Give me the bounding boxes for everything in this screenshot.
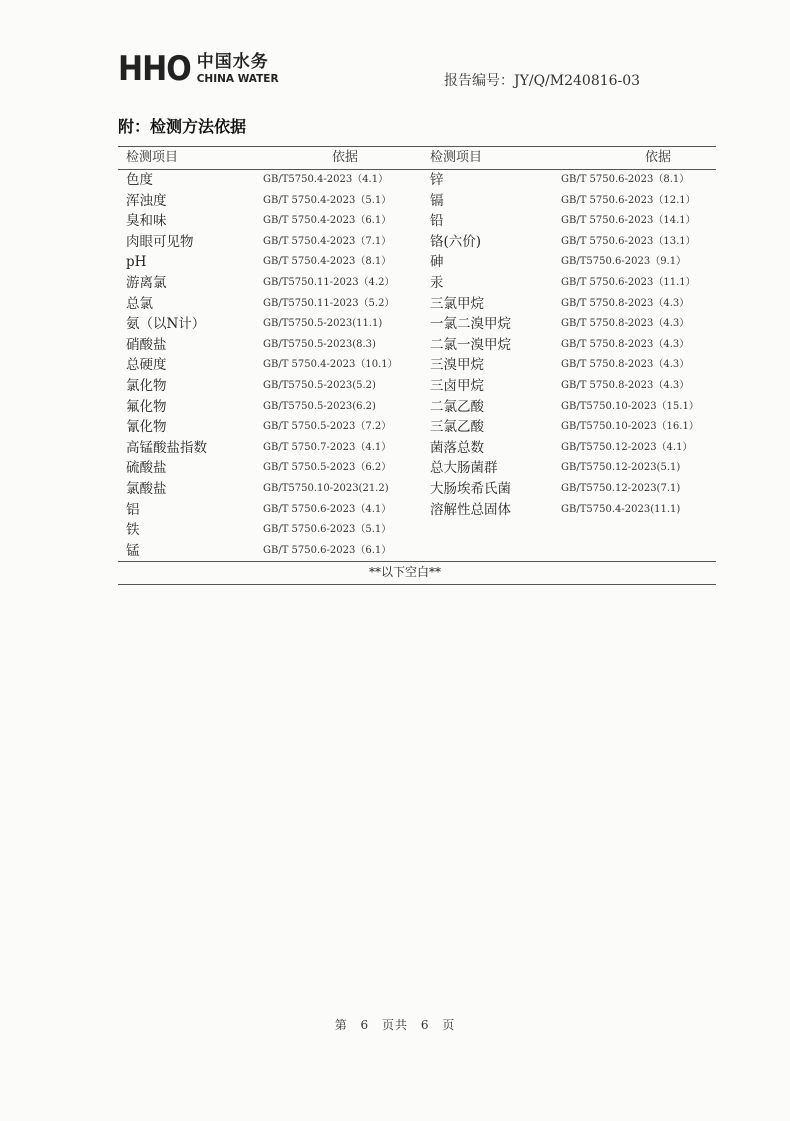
cell-basis-right: GB/T5750.6-2023（9.1） bbox=[561, 256, 687, 268]
company-logo bbox=[118, 49, 279, 90]
cell-item-left: 高锰酸盐指数 bbox=[126, 439, 207, 456]
cell-basis-right: GB/T 5750.6-2023（11.1） bbox=[561, 276, 696, 288]
table-header-row bbox=[118, 147, 716, 169]
cell-basis-left: GB/T 5750.4-2023（7.1） bbox=[263, 235, 392, 247]
cell-basis-left: GB/T5750.11-2023（5.2） bbox=[263, 297, 395, 309]
cell-item-left: 总硬度 bbox=[126, 357, 167, 374]
cell-item-right: 铅 bbox=[430, 213, 444, 230]
table-row bbox=[118, 541, 716, 562]
cell-item-left: 浑浊度 bbox=[126, 192, 167, 209]
cell-basis-left: GB/T5750.5-2023(11.1) bbox=[263, 318, 383, 330]
cell-item-right: 菌落总数 bbox=[430, 439, 484, 456]
cell-item-left: 锰 bbox=[126, 542, 140, 559]
header-item-right: 检测项目 bbox=[430, 150, 483, 165]
table-row bbox=[118, 294, 716, 315]
cell-basis-left: GB/T 5750.4-2023（5.1） bbox=[263, 194, 392, 206]
cell-basis-right: GB/T 5750.8-2023（4.3） bbox=[561, 297, 690, 309]
cell-item-right: 总大肠菌群 bbox=[430, 460, 498, 477]
table-row bbox=[118, 273, 716, 294]
table-row bbox=[118, 211, 716, 232]
cell-item-right: 一氯二溴甲烷 bbox=[430, 316, 511, 333]
cell-item-left: 氯酸盐 bbox=[126, 480, 167, 497]
cell-basis-left: GB/T 5750.6-2023（4.1） bbox=[263, 503, 392, 515]
cell-basis-right: GB/T 5750.8-2023（4.3） bbox=[561, 379, 690, 391]
cell-item-right: 三溴甲烷 bbox=[430, 357, 484, 374]
cell-item-right: 锌 bbox=[430, 172, 444, 188]
logo-mark: HHO bbox=[118, 49, 191, 90]
cell-basis-right: GB/T 5750.6-2023（8.1） bbox=[561, 174, 690, 185]
report-number: 报告编号：JY/Q/M240816-03 bbox=[444, 73, 641, 89]
cell-basis-left: GB/T5750.4-2023（4.1） bbox=[263, 174, 389, 185]
table-body bbox=[118, 170, 716, 561]
end-note: **以下空白** bbox=[368, 565, 441, 580]
cell-item-right: 砷 bbox=[430, 254, 444, 271]
cell-item-left: 氨（以N计） bbox=[126, 316, 206, 333]
table-row bbox=[118, 232, 716, 253]
cell-item-right: 汞 bbox=[430, 274, 444, 291]
table-row bbox=[118, 397, 716, 418]
cell-item-left: 总氯 bbox=[126, 295, 153, 312]
cell-basis-right: GB/T5750.10-2023（16.1） bbox=[561, 421, 699, 433]
page-footer: 第 6 页共 6 页 bbox=[334, 1018, 456, 1032]
cell-item-right: 三氯甲烷 bbox=[430, 295, 484, 312]
logo-text bbox=[197, 54, 279, 85]
cell-item-left: 硫酸盐 bbox=[126, 460, 167, 477]
table-row bbox=[118, 458, 716, 479]
table-row bbox=[118, 314, 716, 335]
cell-item-right: 三卤甲烷 bbox=[430, 377, 484, 394]
table-row bbox=[118, 191, 716, 212]
cell-item-left: 臭和味 bbox=[126, 213, 167, 230]
table-row bbox=[118, 376, 716, 397]
header-item-left: 检测项目 bbox=[126, 150, 179, 165]
cell-item-left: 色度 bbox=[126, 172, 153, 188]
table-row bbox=[118, 252, 716, 273]
cell-item-left: 铁 bbox=[126, 522, 140, 539]
cell-item-left: 游离氯 bbox=[126, 274, 167, 291]
cell-basis-left: GB/T 5750.6-2023（6.1） bbox=[263, 544, 392, 556]
cell-item-left: 氯化物 bbox=[126, 377, 167, 394]
cell-basis-right: GB/T5750.12-2023(5.1) bbox=[561, 462, 681, 474]
cell-basis-left: GB/T5750.5-2023(8.3) bbox=[263, 338, 376, 350]
logo-english-name: CHINA WATER bbox=[196, 73, 279, 86]
table-row bbox=[118, 500, 716, 521]
cell-item-right: 三氯乙酸 bbox=[430, 419, 484, 436]
cell-item-right: 镉 bbox=[430, 192, 444, 209]
cell-basis-left: GB/T 5750.4-2023（8.1） bbox=[263, 256, 392, 268]
cell-basis-right: GB/T5750.12-2023（4.1） bbox=[561, 441, 693, 453]
cell-basis-left: GB/T 5750.6-2023（5.1） bbox=[263, 524, 392, 536]
table-row bbox=[118, 417, 716, 438]
cell-basis-right: GB/T5750.10-2023（15.1） bbox=[561, 400, 699, 412]
table-bottom-rule bbox=[118, 584, 716, 585]
cell-basis-right: GB/T5750.12-2023(7.1) bbox=[561, 482, 681, 494]
section-title: 附：检测方法依据 bbox=[118, 117, 247, 136]
cell-basis-right: GB/T5750.4-2023(11.1) bbox=[561, 503, 681, 515]
cell-basis-right: GB/T 5750.8-2023（4.3） bbox=[561, 318, 690, 330]
table-row bbox=[118, 520, 716, 541]
cell-basis-left: GB/T5750.5-2023(6.2) bbox=[263, 400, 376, 412]
table-row bbox=[118, 170, 716, 191]
cell-basis-left: GB/T5750.10-2023(21.2) bbox=[263, 482, 389, 494]
cell-item-right: 大肠埃希氏菌 bbox=[430, 480, 511, 497]
method-basis-table bbox=[118, 146, 716, 585]
cell-item-left: 铝 bbox=[126, 501, 140, 518]
cell-item-right: 二氯乙酸 bbox=[430, 398, 484, 415]
cell-basis-left: GB/T5750.11-2023（4.2） bbox=[263, 276, 395, 288]
cell-item-right: 铬(六价) bbox=[430, 233, 482, 250]
table-row bbox=[118, 335, 716, 356]
cell-basis-left: GB/T 5750.5-2023（7.2） bbox=[263, 421, 392, 433]
header-basis-left: 依据 bbox=[332, 150, 359, 165]
cell-basis-left: GB/T 5750.4-2023（6.1） bbox=[263, 215, 392, 227]
table-row bbox=[118, 438, 716, 459]
table-row bbox=[118, 479, 716, 500]
cell-basis-left: GB/T5750.5-2023(5.2) bbox=[263, 379, 376, 391]
cell-item-left: 硝酸盐 bbox=[126, 336, 167, 353]
header-basis-right: 依据 bbox=[645, 150, 672, 165]
cell-basis-right: GB/T 5750.8-2023（4.3） bbox=[561, 359, 690, 371]
cell-basis-left: GB/T 5750.5-2023（6.2） bbox=[263, 462, 392, 474]
cell-basis-left: GB/T 5750.7-2023（4.1） bbox=[263, 441, 392, 453]
table-row bbox=[118, 355, 716, 376]
cell-item-left: 氟化物 bbox=[126, 398, 167, 415]
logo-chinese-name: 中国水务 bbox=[196, 52, 269, 73]
cell-item-left: 肉眼可见物 bbox=[126, 233, 194, 250]
cell-basis-right: GB/T 5750.6-2023（13.1） bbox=[561, 235, 696, 247]
cell-item-left: 氰化物 bbox=[126, 419, 167, 436]
cell-basis-right: GB/T 5750.6-2023（12.1） bbox=[561, 194, 696, 206]
cell-item-left: pH bbox=[126, 254, 147, 271]
cell-basis-right: GB/T 5750.8-2023（4.3） bbox=[561, 338, 690, 350]
cell-item-right: 溶解性总固体 bbox=[430, 501, 511, 518]
cell-basis-left: GB/T 5750.4-2023（10.1） bbox=[263, 359, 398, 371]
cell-item-right: 二氯一溴甲烷 bbox=[430, 336, 511, 353]
cell-basis-right: GB/T 5750.6-2023（14.1） bbox=[561, 215, 696, 227]
